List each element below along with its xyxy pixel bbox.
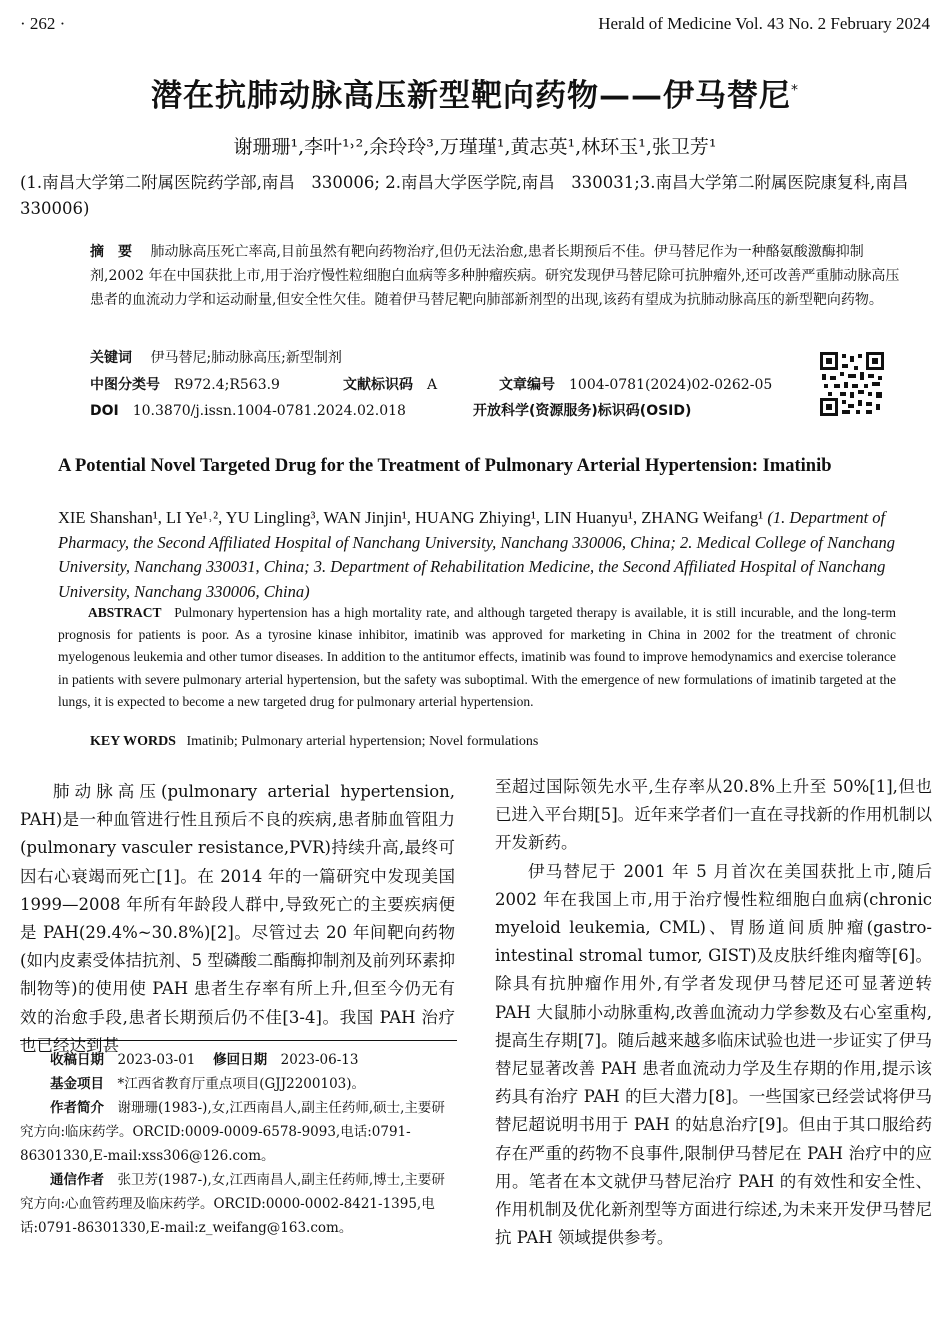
title-footnote-mark: * (791, 82, 799, 99)
keywords-cn-label: 关键词 (90, 350, 132, 366)
article-number-value: 1004-0781(2024)02-0262-05 (569, 377, 773, 393)
article-number-line (499, 374, 772, 394)
footnote-fund: 基金项目 *江西省教育厅重点项目(GJJ2200103)。 (50, 1076, 366, 1092)
body-paragraph: 伊马替尼于 2001 年 5 月首次在美国获批上市,随后 2002 年在我国上市,用于治疗慢性粒细胞白血病(chronic myeloid leukemia, CML)、胃肠道间质肿瘤(gastro-intestinal stromal tumor, GIST)及皮肤纤维肉瘤等[6]。除具有抗肿瘤作用外,有学者发现伊马替尼还可显著逆转 PAH 大鼠肺小动脉重构,改善血流动力学参数及右心室重构,提高生存期[7]。随后越来越多临床试验也进一步证实了伊马替尼显著改善 PAH 患者血流动力学及生存期的作用,提示该药具有治疗 PAH 的巨大潜力[8]。一些国家已经尝试将伊马替尼超说明书用于 PAH 的姑息治疗[9]。但由于其口服给药存在严重的药物不良事件,限制伊马替尼在 PAH 治疗中的应用。笔者在本文就伊马替尼治疗 PAH 的有效性和安全性、作用机制及优化新剂型等方面进行综述,为未来开发伊马替尼抗 PAH 领域提供参考。 (495, 861, 932, 1248)
abstract-cn-text: 肺动脉高压死亡率高,目前虽然有靶向药物治疗,但仍无法治愈,患者长期预后不佳。伊马替尼作为一种酪氨酸激酶抑制剂,2002 年在中国获批上市,用于治疗慢性粒细胞白血病等多种肿瘤疾病。研究发现伊马替尼除可抗肿瘤外,还可改善严重肺动脉高压患者的血流动力学和运动耐量,但安全性欠佳。随着伊马替尼靶向肺部新剂型的出现,该药有望成为抗肺动脉高压的新型靶向药物。 (90, 244, 900, 308)
clc-value: R972.4;R563.9 (174, 377, 280, 393)
doc-code-value: A (427, 377, 438, 393)
footnote-dates: 收稿日期 2023-03-01 修回日期 2023-06-13 (50, 1052, 359, 1068)
english-keywords-text: Imatinib; Pulmonary arterial hypertension; Novel formulations (186, 734, 539, 749)
affiliations-cn: (1.南昌大学第二附属医院药学部,南昌 330006; 2.南昌大学医学院,南昌 330031;3.南昌大学第二附属医院康复科,南昌 330006) (20, 173, 925, 218)
page-title (0, 70, 950, 115)
abstract-cn-label: 摘 要 (90, 244, 132, 260)
english-abstract (58, 602, 896, 713)
authors-cn: 谢珊珊¹,李叶¹˒²,余玲玲³,万瑾瑾¹,黄志英¹,林环玉¹,张卫芳¹ (233, 136, 717, 158)
qr-code[interactable] (820, 352, 884, 416)
body-paragraph: 肺动脉高压(pulmonary arterial hypertension, PAH)是一种血管进行性且预后不良的疾病,患者肺血管阻力(pulmonary vasculer resistance,PVR)持续升高,最终可因右心衰竭而死亡[1]。在 2014 年的一篇研究中发现美国 1999—2008 年所有年龄段人群中,导致死亡的主要疾病便是 PAH(29.4%~30.8%)[2]。尽管过去 20 年间靶向药物(如内皮素受体拮抗剂、5 型磷酸二酯酶抑制剂及前列环素抑制物等)的使用使 PAH 患者生存率有所上升,但至今仍无有效的治愈手段,患者长期预后仍不佳[3-4]。我国 PAH 治疗也已经达到甚 (20, 782, 455, 1055)
doc-code-line (343, 374, 437, 394)
footnotes (20, 1048, 457, 1240)
osid-label: 开放科学(资源服务)标识码(OSID) (473, 403, 692, 419)
keywords-cn-text: 伊马替尼;肺动脉高压;新型制剂 (150, 350, 342, 366)
body-left-column (20, 778, 455, 1060)
clc-line (90, 374, 280, 394)
english-abstract-label: ABSTRACT (88, 605, 162, 620)
title-text: 潜在抗肺动脉高压新型靶向药物——伊马替尼 (151, 78, 791, 114)
english-authors: XIE Shanshan¹, LI Ye¹˒², YU Lingling³, WAN Jinjin¹, HUANG Zhiying¹, LIN Huanyu¹, ZHANG Weifang¹ (58, 508, 764, 527)
english-abstract-text: Pulmonary hypertension has a high mortality rate, and although targeted therapy is available, it is still incurable, and the long-term prognosis for patients is poor. As a tyrosine kinase inhibitor, imatinib was approved for marketing in China in 2002 for the treatment of chronic myelogenous leukemia and other tumor diseases. In addition to the antitumor effects, imatinib was found to improve hemodynamics and exercise tolerance in patients with severe pulmonary arterial hypertension, but the safety was suboptimal. With the emergence of new formulations of imatinib targeted at the lungs, it is expected to become a new targeted drug for pulmonary arterial hypertension. (58, 605, 897, 709)
english-keywords-label: KEY WORDS (90, 734, 176, 749)
english-authors-affiliations (58, 506, 928, 604)
journal-header: Herald of Medicine Vol. 43 No. 2 February 2024 (598, 14, 930, 33)
footnote-author: 作者简介 谢珊珊(1983-),女,江西南昌人,副主任药师,硕士,主要研究方向:临床药学。ORCID:0009-0009-6578-9093,电话:0791-86301330,E-mail:xss306@126.com。 (20, 1100, 445, 1164)
footnote-corresponding: 通信作者 张卫芳(1987-),女,江西南昌人,副主任药师,博士,主要研究方向:心血管药理及临床药学。ORCID:0000-0002-8421-1395,电话:0791-86301330,E-mail:z_weifang@163.com。 (20, 1172, 445, 1236)
footnote-divider (20, 1040, 457, 1041)
doi-value: 10.3870/j.issn.1004-0781.2024.02.018 (132, 403, 406, 419)
doi-line (90, 400, 406, 420)
keywords-cn (90, 347, 342, 367)
body-paragraph: 至超过国际领先水平,生存率从20.8%上升至 50%[1],但也已进入平台期[5]。近年来学者们一直在寻找新的作用机制以开发新药。 (495, 777, 932, 853)
doi-label: DOI (90, 403, 119, 419)
clc-label: 中图分类号 (90, 377, 160, 393)
body-right-column (495, 773, 932, 1252)
article-number-label: 文章编号 (499, 377, 555, 393)
doc-code-label: 文献标识码 (343, 377, 413, 393)
english-title: A Potential Novel Targeted Drug for the Treatment of Pulmonary Arterial Hypertension: Imatinib (58, 456, 832, 476)
page-number: · 262 · (20, 14, 66, 33)
english-keywords (90, 734, 538, 750)
english-affiliations: (1. Department of Pharmacy, the Second Affiliated Hospital of Nanchang University, Nanchang 330006, China; 2. Medical College of Nanchang University, Nanchang 330031, China; 3. Department of Rehabilitation Medicine, the Second Affiliated Hospital of Nanchang University, Nanchang 330006, China) (58, 508, 895, 601)
abstract-cn (90, 240, 905, 312)
